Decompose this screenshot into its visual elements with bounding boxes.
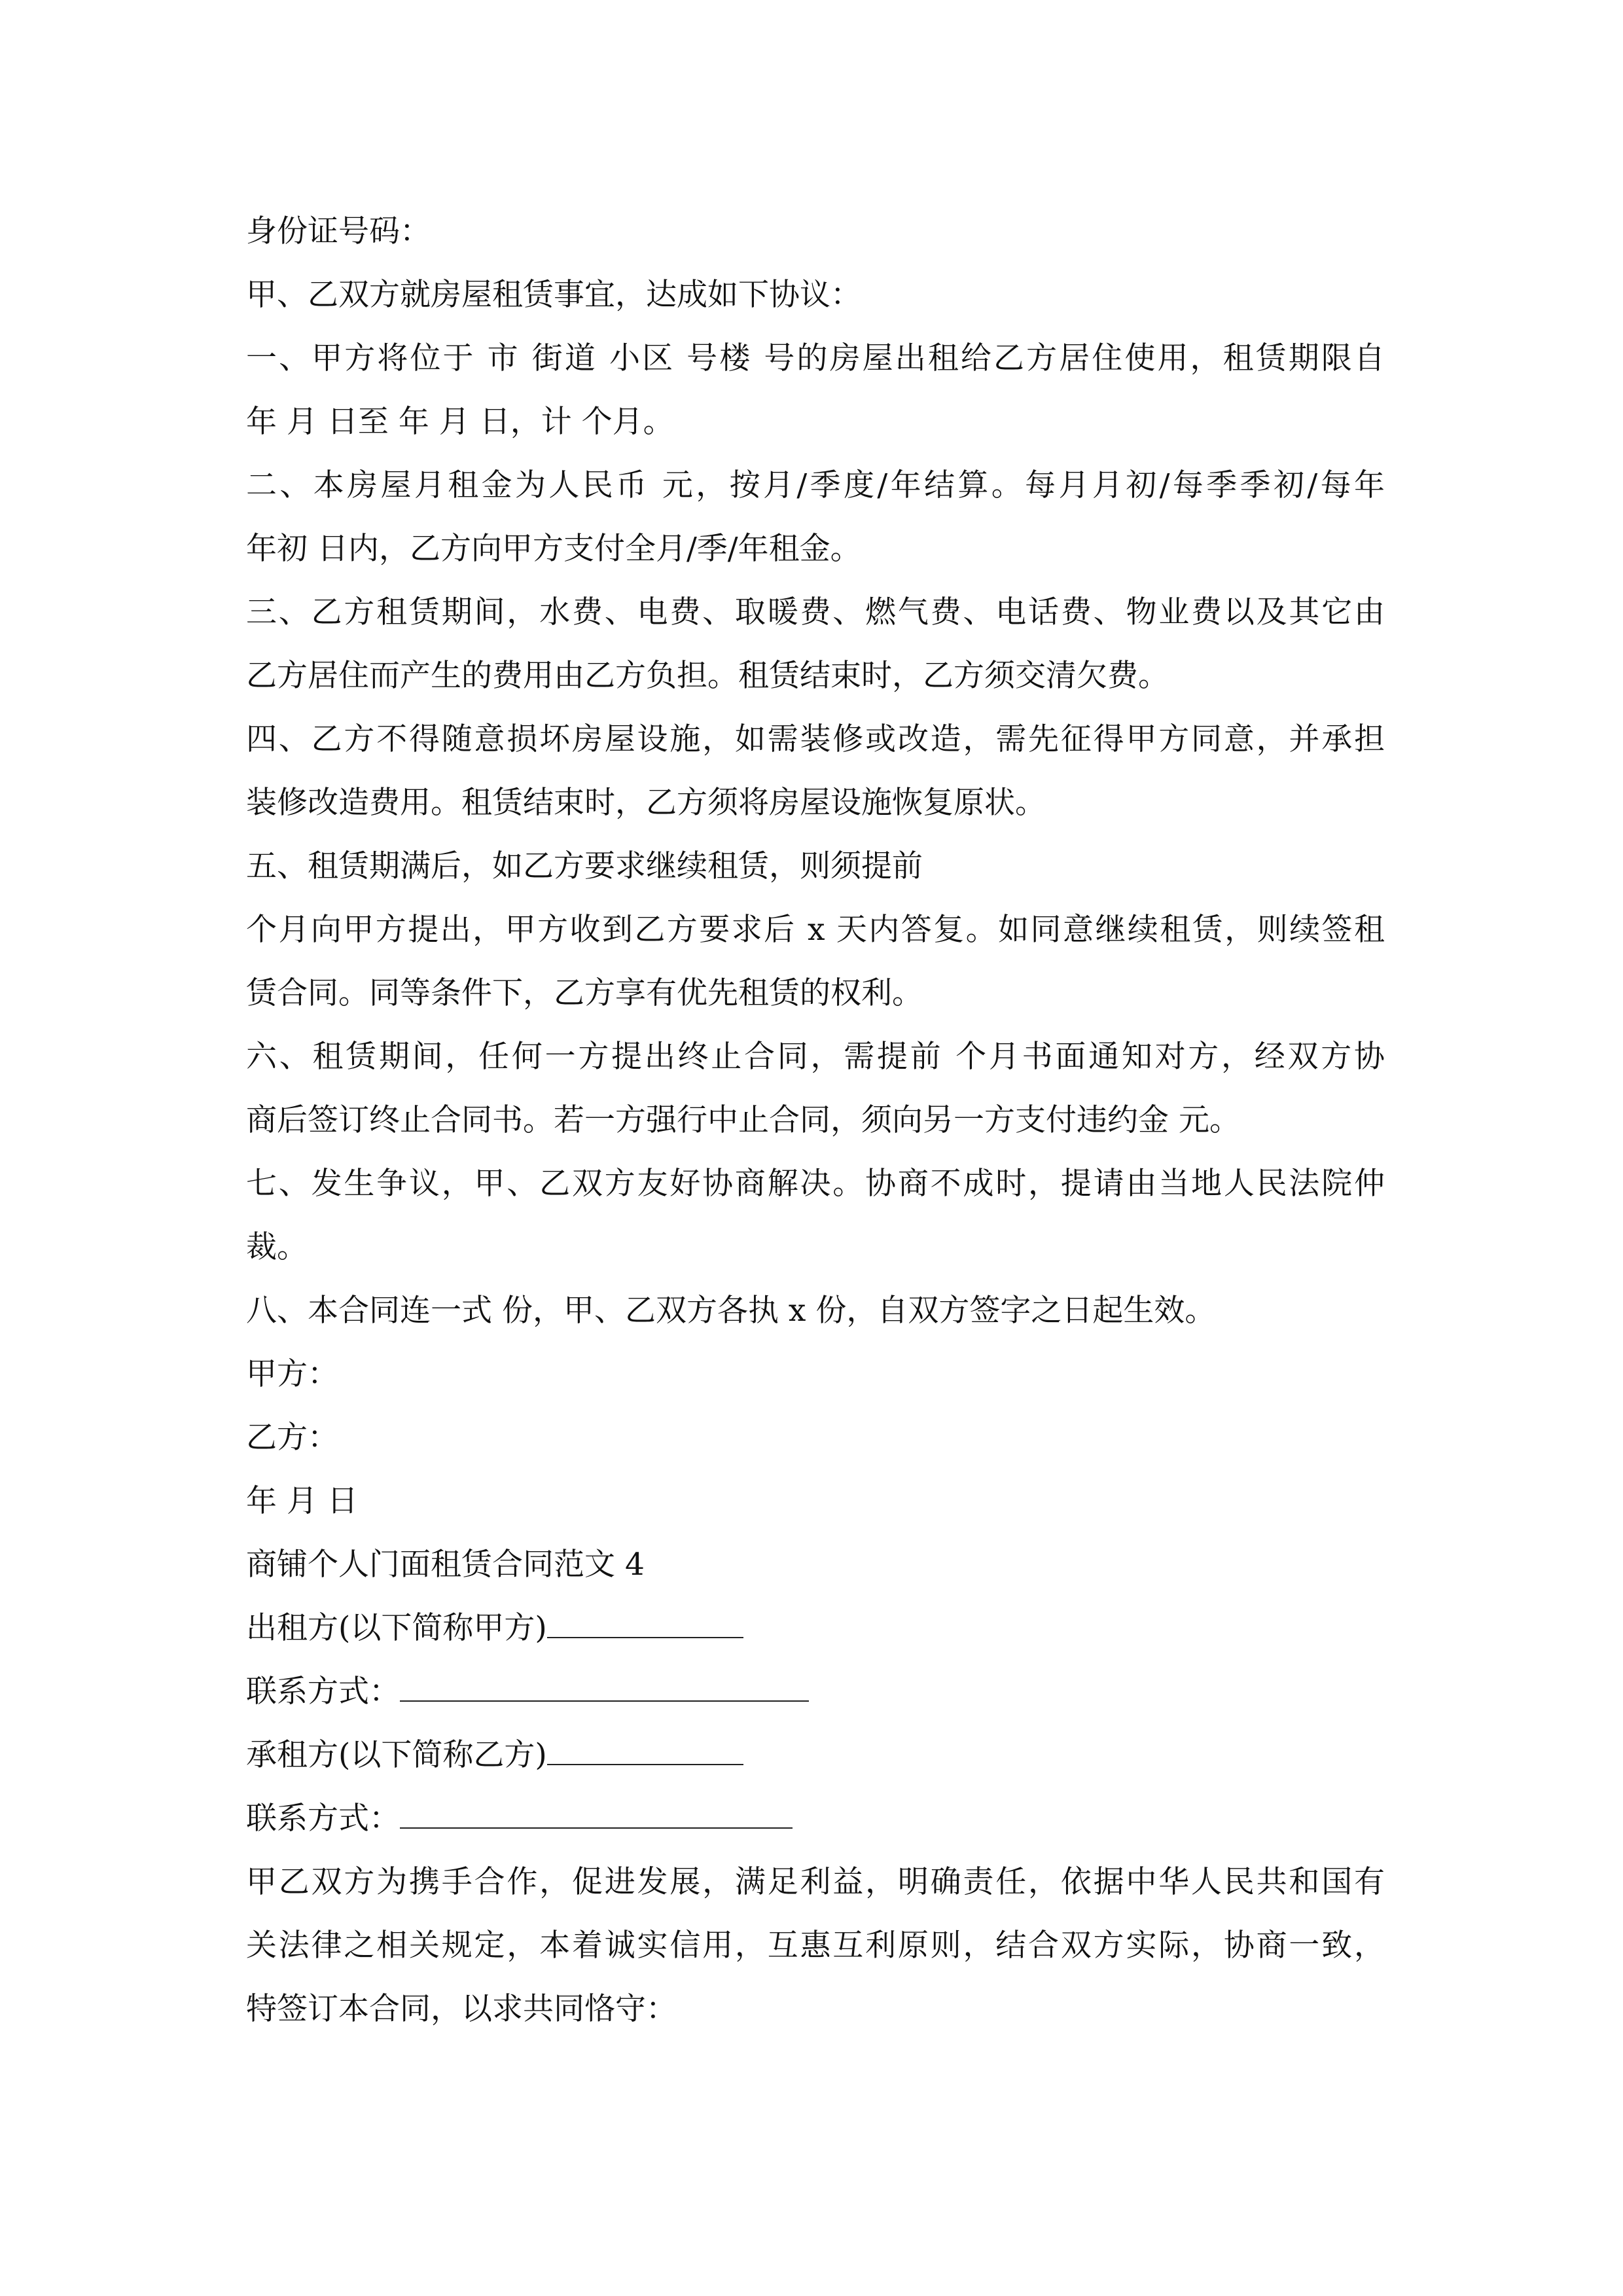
contact-field-1 <box>246 1660 1385 1723</box>
signature-line-party-a: 甲方： <box>246 1356 338 1392</box>
lessor-blank[interactable] <box>547 1611 743 1638</box>
text-line: 赁合同。同等条件下，乙方享有优先租赁的权利。 <box>246 975 923 1011</box>
contact-blank-2[interactable] <box>400 1801 793 1829</box>
text-line: 年初 日内，乙方向甲方支付全月/季/年租金。 <box>246 531 861 567</box>
document-body <box>246 200 1385 2041</box>
text-line: 装修改造费用。租赁结束时，乙方须将房屋设施恢复原状。 <box>246 785 1046 821</box>
text-line: 四、乙方不得随意损坏房屋设施，如需装修或改造，需先征得甲方同意，并承担 <box>246 721 1385 757</box>
text-line: 甲、乙双方就房屋租赁事宜，达成如下协议： <box>246 277 861 313</box>
text-line: 一、甲方将位于 市 街道 小区 号楼 号的房屋出租给乙方居住使用，租赁期限自 <box>246 340 1385 376</box>
text-line: 二、本房屋月租金为人民币 元，按月/季度/年结算。每月月初/每季季初/每年 <box>246 467 1385 503</box>
contact-blank-1[interactable] <box>400 1674 809 1702</box>
contact-field-2 <box>246 1787 1385 1850</box>
text-line: 个月向甲方提出，甲方收到乙方要求后 x 天内答复。如同意继续租赁，则续签租 <box>246 912 1385 948</box>
lessor-label: 出租方(以下简称甲方) <box>246 1610 547 1646</box>
lessee-blank[interactable] <box>547 1738 743 1765</box>
signature-line-party-b: 乙方： <box>246 1420 338 1456</box>
lessee-field <box>246 1723 1385 1787</box>
text-line: 商后签订终止合同书。若一方强行中止合同，须向另一方支付违约金 元。 <box>246 1102 1240 1138</box>
contact-label: 联系方式： <box>246 1801 400 1837</box>
intro-line: 特签订本合同，以求共同恪守： <box>246 1991 677 2027</box>
text-line: 三、乙方租赁期间，水费、电费、取暖费、燃气费、电话费、物业费以及其它由 <box>246 594 1385 630</box>
text-line: 七、发生争议，甲、乙双方友好协商解决。协商不成时，提请由当地人民法院仲 <box>246 1166 1385 1202</box>
lessor-field <box>246 1596 1385 1660</box>
date-line: 年 月 日 <box>246 1483 358 1519</box>
lessee-label: 承租方(以下简称乙方) <box>246 1737 547 1773</box>
text-line: 八、本合同连一式 份，甲、乙双方各执 x 份，自双方签字之日起生效。 <box>246 1293 1216 1329</box>
intro-line: 甲乙双方为携手合作，促进发展，满足利益，明确责任，依据中华人民共和国有 <box>246 1864 1385 1900</box>
text-line: 五、租赁期满后，如乙方要求继续租赁，则须提前 <box>246 848 923 884</box>
intro-line: 关法律之相关规定，本着诚实信用，互惠互利原则，结合双方实际，协商一致， <box>246 1928 1385 1964</box>
text-line: 身份证号码： <box>246 213 431 249</box>
text-line: 年 月 日至 年 月 日，计 个月。 <box>246 404 674 440</box>
text-line: 乙方居住而产生的费用由乙方负担。租赁结束时，乙方须交清欠费。 <box>246 658 1169 694</box>
contact-label: 联系方式： <box>246 1674 400 1710</box>
section-title: 商铺个人门面租赁合同范文 4 <box>246 1547 645 1583</box>
text-line: 裁。 <box>246 1229 308 1265</box>
text-line: 六、租赁期间，任何一方提出终止合同，需提前 个月书面通知对方，经双方协 <box>246 1039 1385 1075</box>
